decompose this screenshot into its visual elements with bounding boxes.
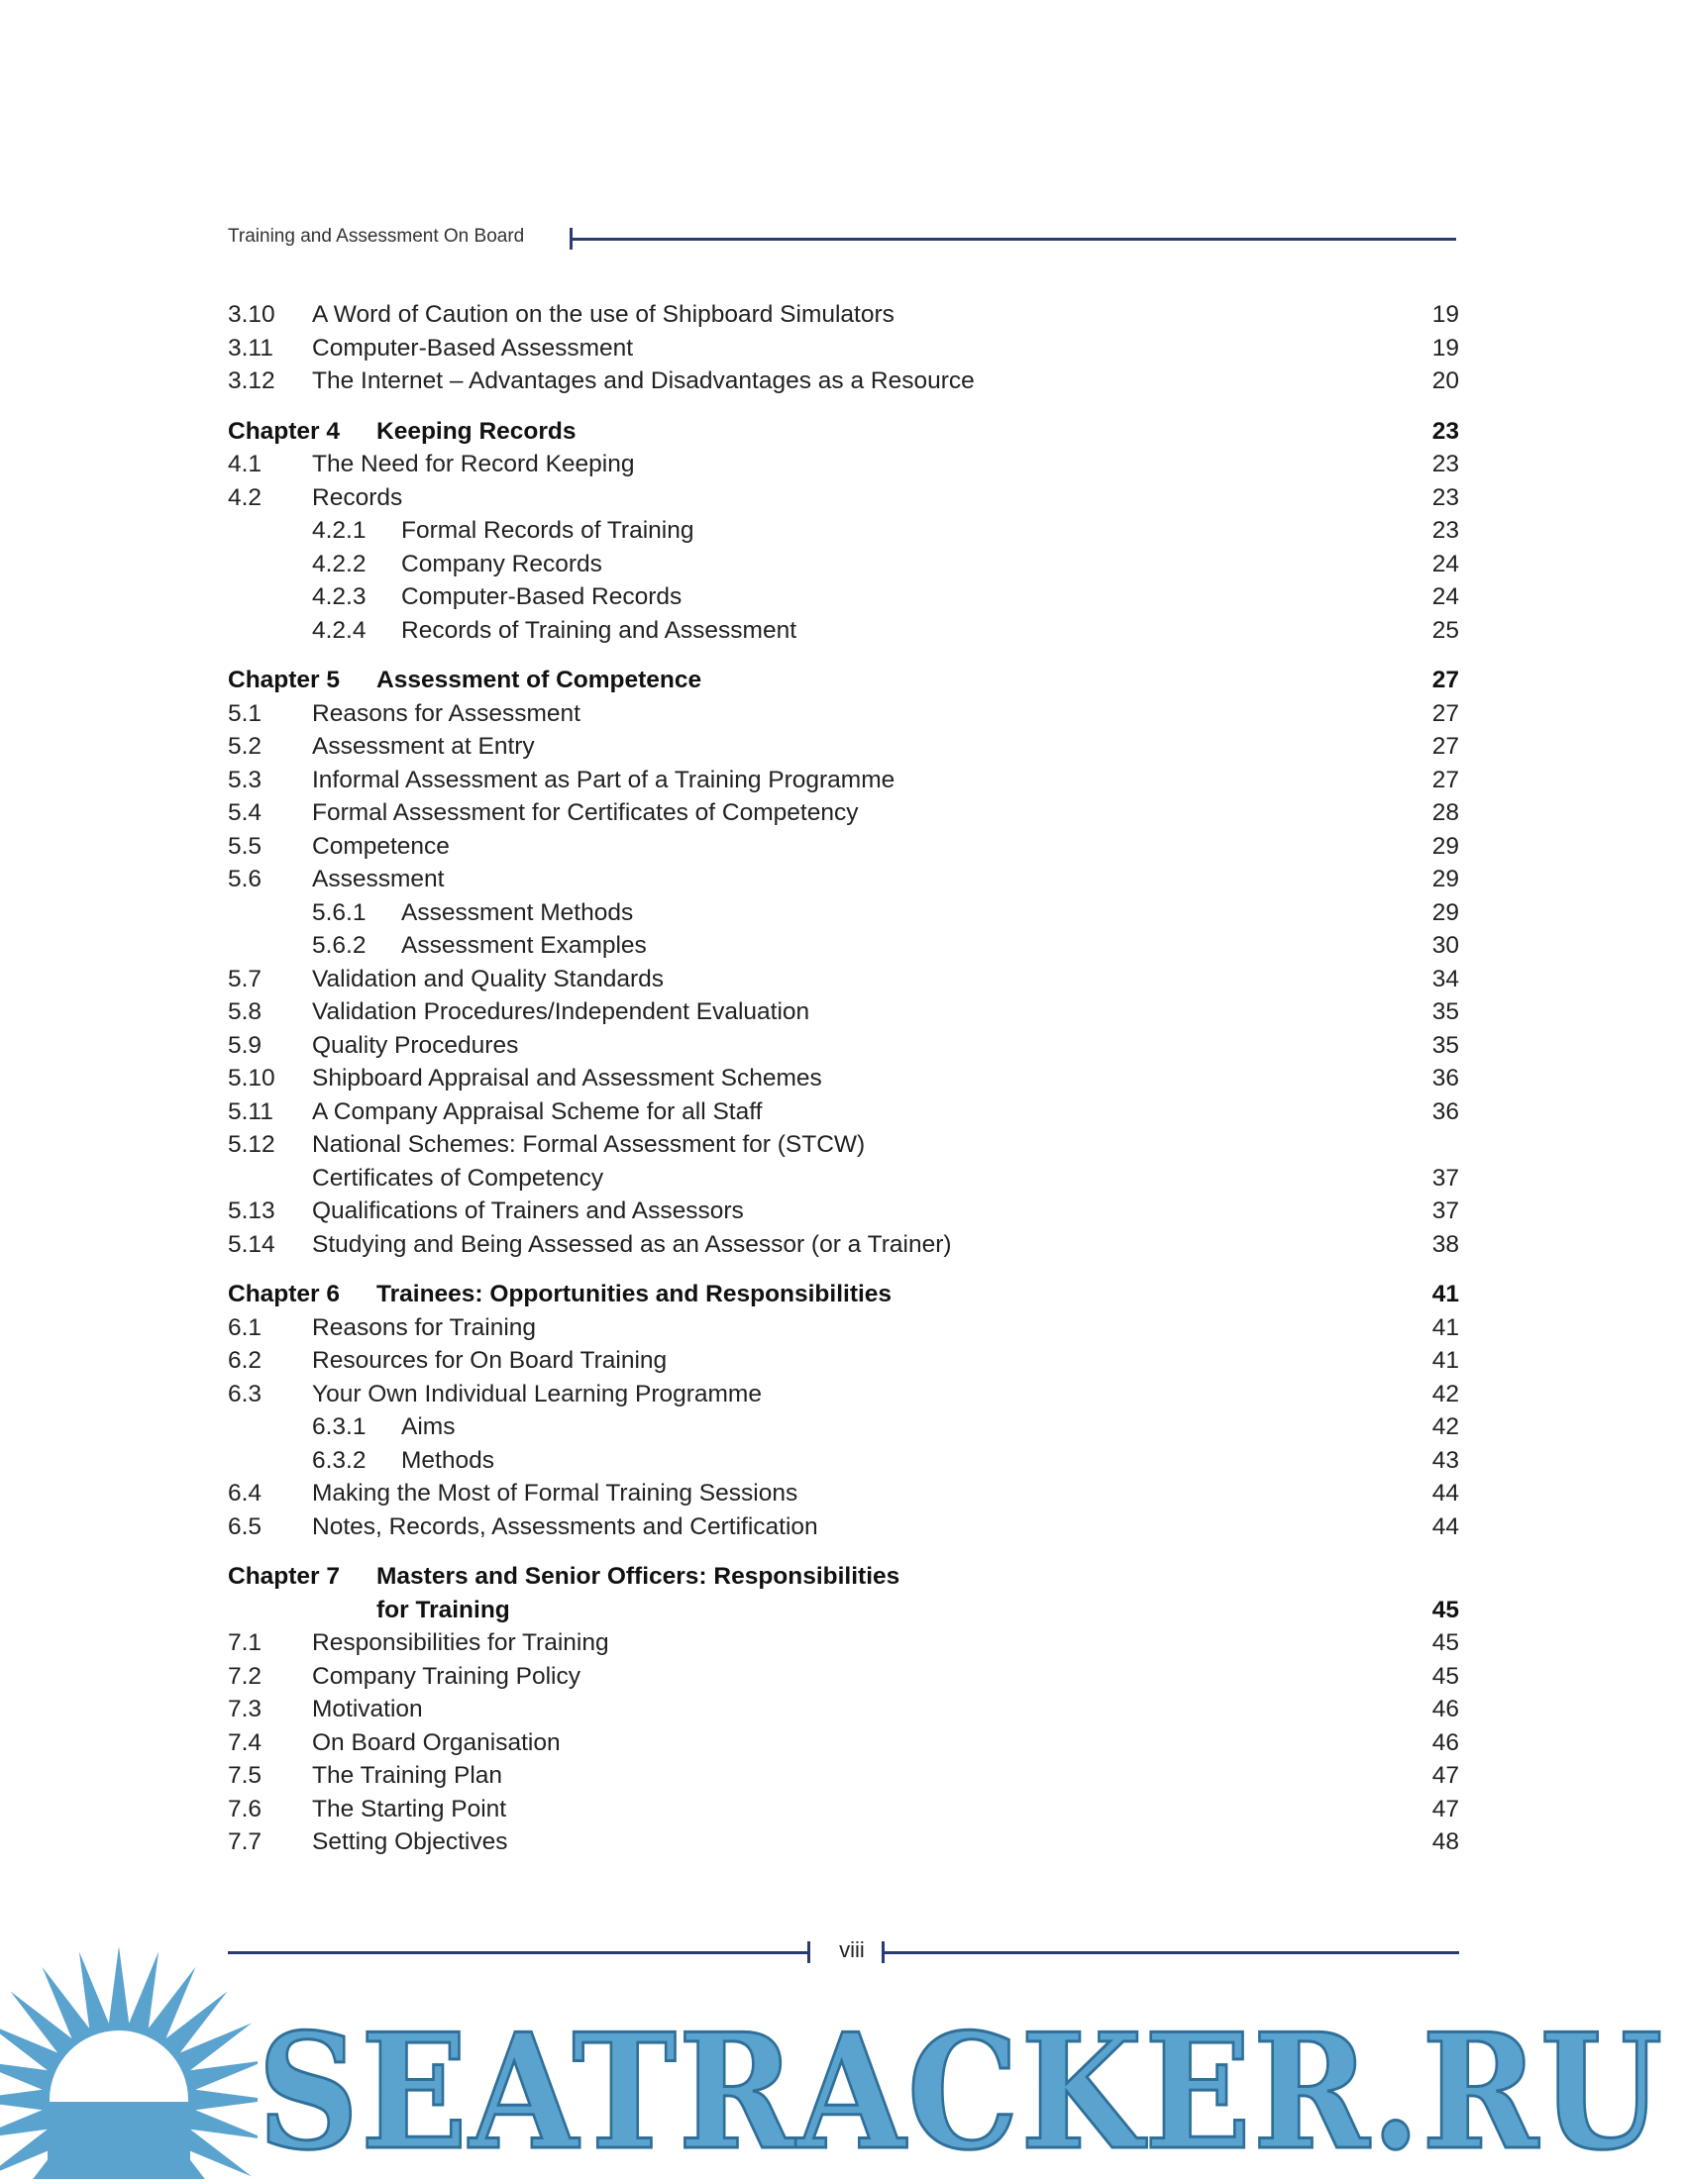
toc-entry-page: 45 bbox=[1431, 1662, 1459, 1690]
toc-entry-title: Assessment Examples bbox=[401, 932, 647, 959]
toc-section-row[interactable] bbox=[228, 1510, 1459, 1544]
toc-entry-page: 48 bbox=[1431, 1828, 1459, 1855]
sun-logo-icon bbox=[0, 1946, 272, 2179]
toc-gap bbox=[228, 1261, 1459, 1278]
toc-section-row[interactable] bbox=[228, 298, 1459, 332]
toc-entry-title: Responsibilities for Training bbox=[312, 1629, 609, 1656]
toc-section-row[interactable] bbox=[228, 1195, 1459, 1228]
toc-entry-page: 27 bbox=[1431, 733, 1459, 760]
toc-entry-page: 43 bbox=[1431, 1446, 1459, 1474]
toc-section-row[interactable] bbox=[228, 1726, 1459, 1760]
toc-entry-page: 44 bbox=[1431, 1480, 1459, 1507]
toc-entry-page: 47 bbox=[1431, 1795, 1459, 1822]
toc-entry-page: 45 bbox=[1431, 1596, 1459, 1623]
toc-section-row[interactable] bbox=[228, 1029, 1459, 1063]
toc-entry-title: On Board Organisation bbox=[312, 1728, 561, 1756]
toc-entry-page: 47 bbox=[1431, 1762, 1459, 1789]
toc-section-row[interactable] bbox=[228, 1311, 1459, 1345]
toc-section-row[interactable] bbox=[228, 1128, 1459, 1162]
toc-entry-page: 30 bbox=[1431, 932, 1459, 959]
toc-entry-page: 42 bbox=[1431, 1413, 1459, 1440]
toc-entry-number: 6.3 bbox=[228, 1380, 263, 1407]
toc-entry-page: 41 bbox=[1431, 1281, 1459, 1307]
toc-section-row[interactable] bbox=[228, 364, 1459, 398]
toc-entry-page: 44 bbox=[1431, 1512, 1459, 1540]
toc-subsection-row[interactable] bbox=[228, 896, 1459, 930]
toc-gap bbox=[228, 1543, 1459, 1560]
toc-entry-title: Trainees: Opportunities and Responsibilities bbox=[376, 1281, 893, 1307]
toc-entry-number: 5.5 bbox=[228, 832, 263, 860]
toc-entry-title: Reasons for Training bbox=[312, 1313, 537, 1341]
toc-entry-title: Computer-Based Assessment bbox=[312, 334, 634, 362]
toc-entry-page: 25 bbox=[1431, 616, 1459, 644]
toc-entry-title: Methods bbox=[401, 1446, 494, 1474]
running-header bbox=[228, 224, 1456, 254]
toc-entry-title: Setting Objectives bbox=[312, 1828, 508, 1855]
toc-entry-page: 23 bbox=[1431, 417, 1459, 445]
toc-chapter-row[interactable] bbox=[228, 1594, 1459, 1627]
toc-entry-title: Motivation bbox=[312, 1696, 423, 1722]
toc-entry-number: 3.12 bbox=[228, 367, 275, 394]
toc-entry-title: Assessment of Competence bbox=[376, 667, 702, 693]
toc-entry-title: Qualifications of Trainers and Assessors bbox=[312, 1197, 744, 1224]
toc-entry-title: Assessment bbox=[312, 866, 445, 892]
toc-entry-number: 5.11 bbox=[228, 1097, 273, 1125]
toc-entry-page: 42 bbox=[1431, 1380, 1459, 1407]
toc-entry-number: 3.10 bbox=[228, 301, 275, 328]
toc-entry-number: 4.2 bbox=[228, 483, 263, 511]
toc-section-row[interactable] bbox=[228, 332, 1459, 365]
toc-subsection-row[interactable] bbox=[228, 548, 1459, 581]
toc-entry-page: 29 bbox=[1431, 832, 1459, 860]
toc-subsection-row[interactable] bbox=[228, 514, 1459, 548]
toc-section-row[interactable] bbox=[228, 796, 1459, 830]
toc-entry-number: 4.2.4 bbox=[312, 616, 367, 644]
toc-section-row[interactable] bbox=[228, 448, 1459, 481]
toc-section-row[interactable] bbox=[228, 1062, 1459, 1095]
toc-entry-number: 5.12 bbox=[228, 1131, 275, 1158]
toc-entry-page: 35 bbox=[1431, 998, 1459, 1025]
toc-entry-page: 24 bbox=[1431, 583, 1459, 610]
toc-chapter-row[interactable] bbox=[228, 1278, 1459, 1311]
toc-entry-title: Company Records bbox=[401, 550, 602, 577]
toc-entry-number: 4.2.1 bbox=[312, 517, 367, 544]
toc-entry-page: 23 bbox=[1431, 517, 1459, 544]
toc-entry-title: Assessment at Entry bbox=[312, 733, 535, 760]
toc-entry-page: 23 bbox=[1431, 451, 1459, 477]
toc-entry-title: Certificates of Competency bbox=[312, 1164, 604, 1192]
toc-entry-title: A Company Appraisal Scheme for all Staff bbox=[312, 1097, 763, 1125]
toc-section-row[interactable] bbox=[228, 1825, 1459, 1859]
sun-horizon bbox=[48, 2102, 190, 2179]
toc-entry-page: 36 bbox=[1431, 1065, 1459, 1092]
toc-entry-number: 7.7 bbox=[228, 1828, 263, 1855]
toc-entry-number: 5.13 bbox=[228, 1197, 275, 1224]
toc-section-row[interactable] bbox=[228, 1477, 1459, 1510]
toc-section-row[interactable] bbox=[228, 1626, 1459, 1660]
toc-entry-page: 19 bbox=[1431, 334, 1459, 362]
toc-gap bbox=[228, 647, 1459, 664]
toc-entry-page: 23 bbox=[1431, 483, 1459, 511]
toc-entry-page: 41 bbox=[1431, 1347, 1459, 1374]
toc-section-row[interactable] bbox=[228, 830, 1459, 864]
toc-entry-number: 6.1 bbox=[228, 1313, 263, 1341]
toc-section-row[interactable] bbox=[228, 1344, 1459, 1378]
toc-entry-number: 6.5 bbox=[228, 1512, 263, 1540]
toc-entry-title: Informal Assessment as Part of a Training Programme bbox=[312, 766, 895, 793]
toc-subsection-row[interactable] bbox=[228, 580, 1459, 614]
page-number: viii bbox=[839, 1937, 865, 1962]
toc-section-row[interactable] bbox=[228, 863, 1459, 896]
toc-entry-number: 5.2 bbox=[228, 733, 263, 760]
toc-entry-title: Keeping Records bbox=[376, 417, 577, 445]
toc-entry-title: Quality Procedures bbox=[312, 1031, 519, 1059]
toc-entry-number: 7.4 bbox=[228, 1728, 263, 1756]
toc-section-row[interactable] bbox=[228, 1793, 1459, 1826]
toc-entry-title: Masters and Senior Officers: Responsibilities bbox=[376, 1563, 900, 1590]
toc-entry-number: 4.2.3 bbox=[312, 583, 367, 610]
toc-chapter-row[interactable] bbox=[228, 664, 1459, 697]
toc-entry-page: 29 bbox=[1431, 898, 1459, 926]
toc-entry-page: 36 bbox=[1431, 1097, 1459, 1125]
toc-entry-title: Records of Training and Assessment bbox=[401, 616, 797, 644]
toc-entry-title: The Need for Record Keeping bbox=[312, 451, 635, 477]
toc-entry-title: Aims bbox=[401, 1413, 456, 1440]
toc-entry-title: Validation Procedures/Independent Evaluation bbox=[312, 998, 810, 1025]
toc-entry-number: 7.3 bbox=[228, 1696, 263, 1722]
toc-entry-number: 6.3.1 bbox=[312, 1413, 367, 1440]
toc-entry-page: 37 bbox=[1431, 1197, 1459, 1224]
toc-entry-number: 7.1 bbox=[228, 1629, 263, 1656]
toc-subsection-row[interactable] bbox=[228, 1444, 1459, 1478]
toc-entry-title: Computer-Based Records bbox=[401, 583, 683, 610]
toc-entry-page: 19 bbox=[1431, 301, 1459, 328]
toc-entry-number: 5.10 bbox=[228, 1065, 275, 1092]
toc-chapter-row[interactable] bbox=[228, 1560, 1459, 1594]
toc-entry-title: Notes, Records, Assessments and Certification bbox=[312, 1512, 818, 1540]
toc-entry-title: Your Own Individual Learning Programme bbox=[312, 1380, 762, 1407]
toc-entry-number: 6.3.2 bbox=[312, 1446, 367, 1474]
toc-entry-number: 6.4 bbox=[228, 1480, 263, 1507]
toc-section-row[interactable] bbox=[228, 1162, 1459, 1196]
toc-entry-page: 27 bbox=[1431, 667, 1459, 693]
toc-entry-number: 5.1 bbox=[228, 699, 263, 727]
table-of-contents bbox=[228, 298, 1459, 1859]
toc-section-row[interactable] bbox=[228, 697, 1459, 731]
toc-entry-title: A Word of Caution on the use of Shipboard Simulators bbox=[312, 301, 895, 328]
toc-entry-number: 5.14 bbox=[228, 1230, 275, 1258]
toc-entry-number: 5.4 bbox=[228, 799, 263, 826]
toc-subsection-row[interactable] bbox=[228, 614, 1459, 648]
toc-entry-title: Studying and Being Assessed as an Assessor (or a Trainer) bbox=[312, 1230, 952, 1258]
toc-entry-title: Resources for On Board Training bbox=[312, 1347, 668, 1374]
toc-section-row[interactable] bbox=[228, 995, 1459, 1029]
toc-entry-number: 5.9 bbox=[228, 1031, 263, 1059]
toc-entry-page: 45 bbox=[1431, 1629, 1459, 1656]
toc-entry-page: 38 bbox=[1431, 1230, 1459, 1258]
toc-section-row[interactable] bbox=[228, 764, 1459, 797]
toc-entry-number: Chapter 7 bbox=[228, 1563, 341, 1590]
toc-entry-page: 27 bbox=[1431, 699, 1459, 727]
toc-section-row[interactable] bbox=[228, 730, 1459, 764]
toc-entry-page: 27 bbox=[1431, 766, 1459, 793]
toc-gap bbox=[228, 398, 1459, 415]
toc-entry-page: 37 bbox=[1431, 1164, 1459, 1192]
toc-entry-number: 5.6 bbox=[228, 866, 263, 892]
toc-entry-number: 3.11 bbox=[228, 334, 273, 362]
toc-entry-title: Company Training Policy bbox=[312, 1662, 580, 1690]
toc-entry-number: 6.2 bbox=[228, 1347, 263, 1374]
toc-entry-number: Chapter 6 bbox=[228, 1281, 341, 1307]
toc-section-row[interactable] bbox=[228, 1660, 1459, 1694]
toc-entry-title: The Internet – Advantages and Disadvantages as a Resource bbox=[312, 367, 975, 394]
toc-section-row[interactable] bbox=[228, 1759, 1459, 1793]
toc-section-row[interactable] bbox=[228, 1095, 1459, 1129]
toc-entry-page: 24 bbox=[1431, 550, 1459, 577]
toc-section-row[interactable] bbox=[228, 481, 1459, 515]
toc-entry-number: Chapter 4 bbox=[228, 417, 341, 445]
toc-entry-page: 28 bbox=[1431, 799, 1459, 826]
toc-entry-page: 20 bbox=[1431, 367, 1459, 394]
toc-entry-page: 46 bbox=[1431, 1728, 1459, 1756]
toc-entry-page: 29 bbox=[1431, 866, 1459, 892]
watermark bbox=[0, 1931, 1684, 2179]
toc-section-row[interactable] bbox=[228, 1693, 1459, 1726]
toc-section-row[interactable] bbox=[228, 1378, 1459, 1411]
toc-entry-number: Chapter 5 bbox=[228, 667, 341, 693]
toc-section-row[interactable] bbox=[228, 1228, 1459, 1262]
toc-section-row[interactable] bbox=[228, 963, 1459, 996]
toc-entry-page: 41 bbox=[1431, 1313, 1459, 1341]
toc-entry-title: Shipboard Appraisal and Assessment Schemes bbox=[312, 1065, 822, 1092]
toc-subsection-row[interactable] bbox=[228, 929, 1459, 963]
toc-entry-title: The Starting Point bbox=[312, 1795, 507, 1822]
toc-entry-number: 5.3 bbox=[228, 766, 263, 793]
toc-entry-number: 7.5 bbox=[228, 1762, 263, 1789]
toc-chapter-row[interactable] bbox=[228, 415, 1459, 449]
toc-entry-title: for Training bbox=[376, 1596, 510, 1623]
toc-entry-title: Validation and Quality Standards bbox=[312, 965, 665, 992]
toc-entry-page: 35 bbox=[1431, 1031, 1459, 1059]
toc-entry-title: Competence bbox=[312, 832, 450, 860]
running-header-title: Training and Assessment On Board bbox=[228, 226, 525, 247]
watermark-graphic bbox=[0, 1931, 1684, 2179]
toc-entry-number: 7.6 bbox=[228, 1795, 263, 1822]
toc-entry-title: Assessment Methods bbox=[401, 898, 634, 926]
toc-entry-title: The Training Plan bbox=[312, 1762, 503, 1789]
toc-entry-number: 5.6.1 bbox=[312, 898, 367, 926]
toc-entry-number: 5.6.2 bbox=[312, 932, 367, 959]
toc-entry-page: 34 bbox=[1431, 965, 1459, 992]
toc-entry-title: Making the Most of Formal Training Sessions bbox=[312, 1480, 798, 1507]
toc-entry-number: 4.1 bbox=[228, 451, 263, 477]
toc-entry-number: 7.2 bbox=[228, 1662, 263, 1690]
toc-entry-number: 4.2.2 bbox=[312, 550, 367, 577]
header-rule bbox=[570, 238, 1456, 241]
toc-entry-number: 5.7 bbox=[228, 965, 263, 992]
toc-entry-title: National Schemes: Formal Assessment for (STCW) bbox=[312, 1131, 866, 1158]
toc-entry-title: Records bbox=[312, 483, 403, 511]
toc-entry-title: Reasons for Assessment bbox=[312, 699, 580, 727]
toc-entry-title: Formal Records of Training bbox=[401, 517, 694, 544]
toc-entry-number: 5.8 bbox=[228, 998, 263, 1025]
toc-entry-page: 46 bbox=[1431, 1696, 1459, 1722]
watermark-text: SEATRACKER.RU bbox=[258, 1999, 1664, 2179]
toc-subsection-row[interactable] bbox=[228, 1410, 1459, 1444]
toc-entry-title: Formal Assessment for Certificates of Competency bbox=[312, 799, 859, 826]
